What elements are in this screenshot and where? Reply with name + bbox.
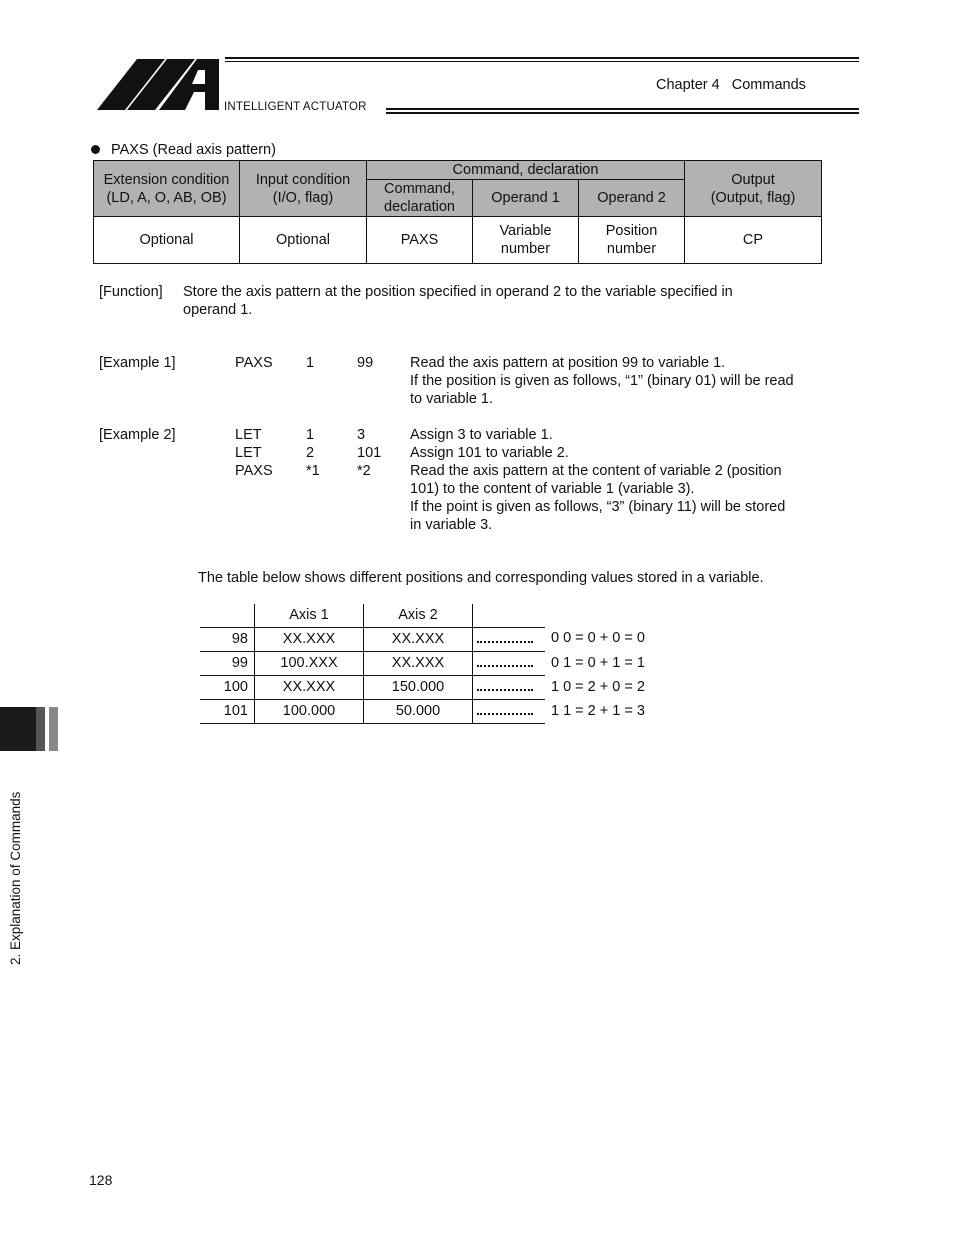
example1-label: [Example 1] [99,355,176,371]
example2-label: [Example 2] [99,427,176,443]
header-extension-condition: Extension condition (LD, A, O, AB, OB) [94,161,240,217]
axis2-cell: XX.XXX [364,652,473,676]
example2-operand1: 1 [306,427,315,443]
header-axis-1: Axis 1 [255,604,364,628]
cell-command: PAXS [367,217,473,264]
binary-equation: 0 0 = 0 + 0 = 0 [551,630,645,646]
example2-desc-line: If the point is given as follows, “3” (binary 11) will be stored [410,499,786,515]
side-section-label: 2. Explanation of Commands [8,791,23,965]
axis1-cell: XX.XXX [255,628,364,652]
dotted-leader [473,652,546,676]
axis-value-table [200,604,545,724]
iai-logo [97,59,221,111]
axis1-cell: 100.000 [255,700,364,724]
binary-equation: 1 0 = 2 + 0 = 2 [551,679,645,695]
header-rule-top [225,57,859,62]
chapter-heading: Chapter 4 Commands [656,77,806,93]
axis1-cell: XX.XXX [255,676,364,700]
example1-command: PAXS [235,355,273,371]
position-cell: 101 [200,700,255,724]
position-cell: 99 [200,652,255,676]
example2-desc-line: Assign 101 to variable 2. [410,445,569,461]
binary-equation: 0 1 = 0 + 1 = 1 [551,655,645,671]
example2-command: PAXS [235,463,273,479]
table-row [200,628,545,652]
example1-operand2: 99 [357,355,374,371]
example2-operand2: 101 [357,445,382,461]
axis1-cell: 100.XXX [255,652,364,676]
example1-desc-line: If the position is given as follows, “1” (binary 01) will be read [410,373,794,389]
header-rule-bottom [386,108,859,114]
header-operand-1: Operand 1 [473,180,579,217]
section-title: PAXS (Read axis pattern) [111,142,276,158]
dotted-leader [473,628,546,652]
header-axis-2: Axis 2 [364,604,473,628]
function-label: [Function] [99,284,163,300]
binary-equation: 1 1 = 2 + 1 = 3 [551,703,645,719]
function-text-line2: operand 1. [183,302,253,318]
example2-desc-line: Assign 3 to variable 1. [410,427,553,443]
axis2-cell: XX.XXX [364,628,473,652]
example1-desc-line: Read the axis pattern at position 99 to variable 1. [410,355,726,371]
table-row [200,652,545,676]
cell-output: CP [685,217,822,264]
example2-operand1: 2 [306,445,315,461]
header-input-condition: Input condition (I/O, flag) [240,161,367,217]
dotted-leader [473,700,546,724]
cell-operand-2: Position number [579,217,685,264]
header-output: Output (Output, flag) [685,161,822,217]
example2-desc-line: in variable 3. [410,517,493,533]
brand-name: INTELLIGENT ACTUATOR [224,101,367,113]
cell-extension: Optional [94,217,240,264]
example1-operand1: 1 [306,355,315,371]
cell-input: Optional [240,217,367,264]
example2-desc-line: 101) to the content of variable 1 (variable 3). [410,481,695,497]
header-command-group: Command, declaration [367,161,685,180]
position-cell: 100 [200,676,255,700]
chapter-tab-marker [0,707,58,751]
example1-desc-line: to variable 1. [410,391,494,407]
command-table [93,160,822,264]
cell-operand-1: Variable number [473,217,579,264]
page-number: 128 [89,1172,113,1188]
bullet-icon [91,145,100,154]
example2-command: LET [235,427,262,443]
axis2-cell: 50.000 [364,700,473,724]
position-cell: 98 [200,628,255,652]
example2-operand1: *1 [306,463,320,479]
table-row [200,676,545,700]
function-text-line1: Store the axis pattern at the position specified in operand 2 to the variable specified in [183,284,733,300]
header-command-declaration: Command, declaration [367,180,473,217]
example2-command: LET [235,445,262,461]
header-operand-2: Operand 2 [579,180,685,217]
example2-operand2: *2 [357,463,371,479]
table-row [200,700,545,724]
axis2-cell: 150.000 [364,676,473,700]
dotted-leader [473,676,546,700]
example2-desc-line: Read the axis pattern at the content of variable 2 (position [410,463,782,479]
table-intro: The table below shows different positions and corresponding values stored in a variable. [198,570,764,586]
example2-operand2: 3 [357,427,366,443]
